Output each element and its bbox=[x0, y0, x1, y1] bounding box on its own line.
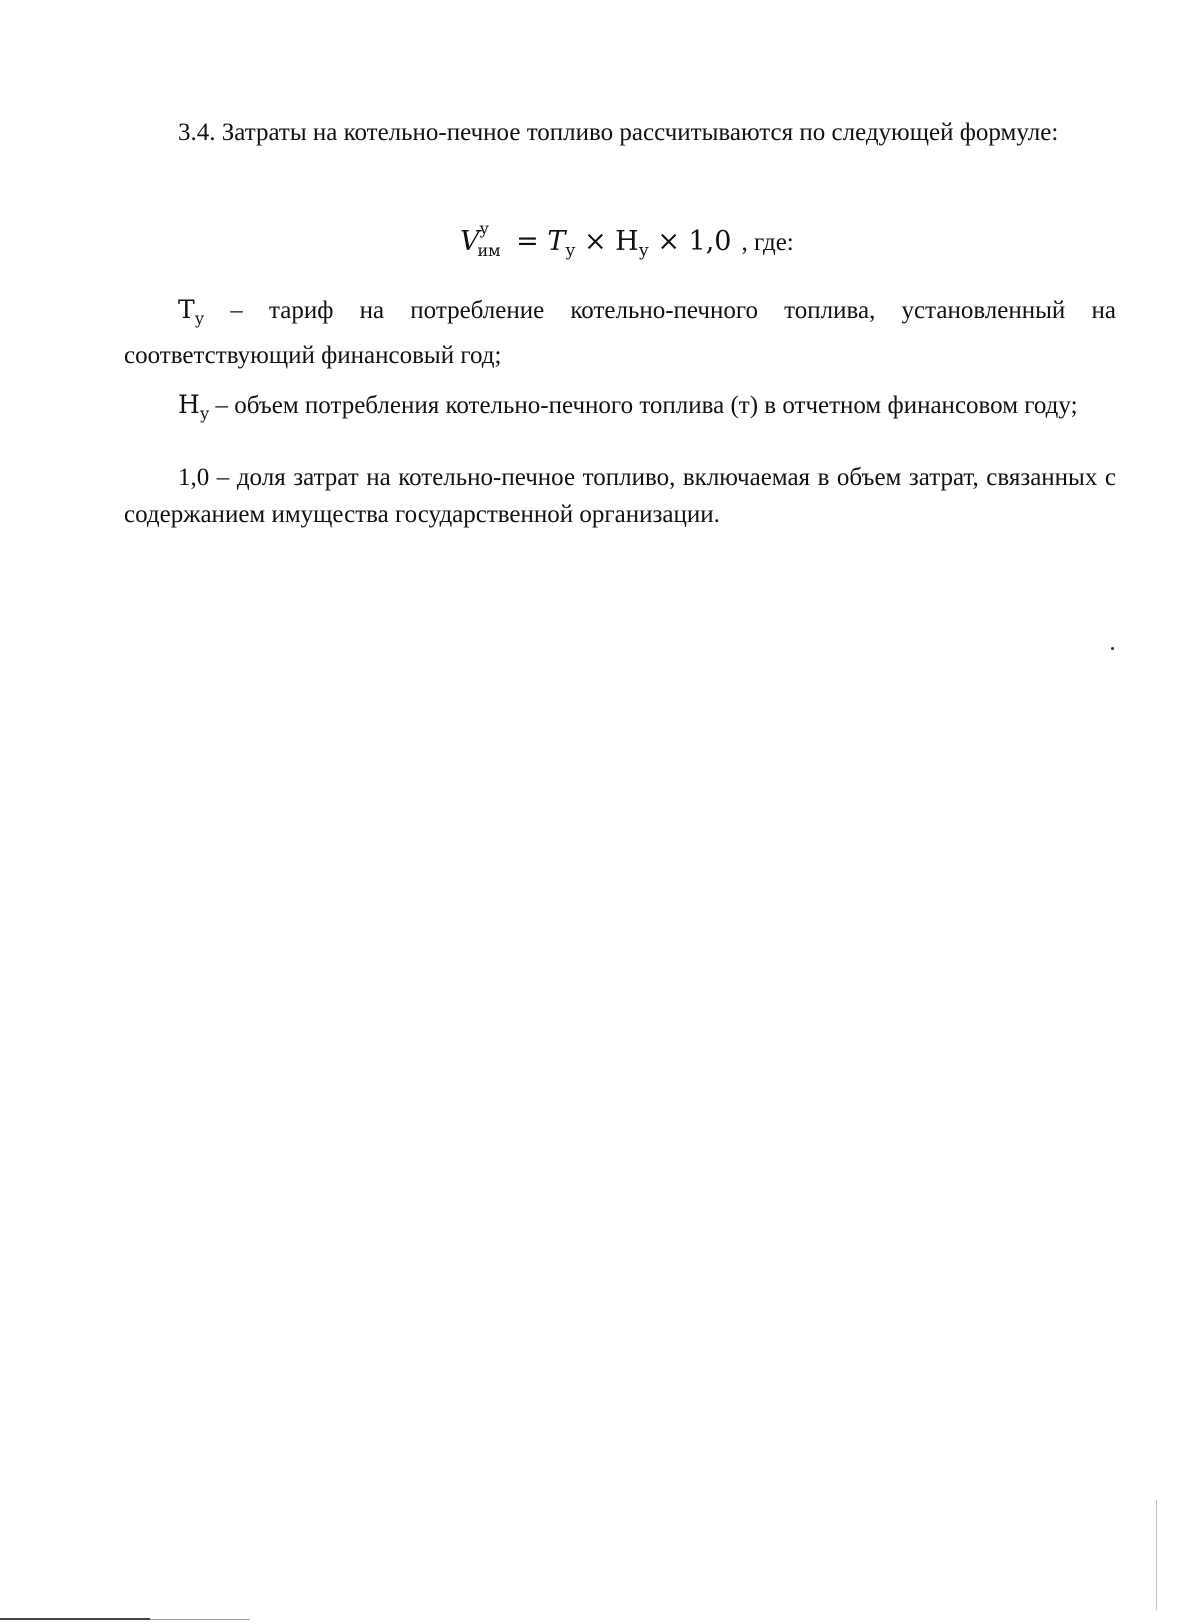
paragraph-3-4 bbox=[124, 114, 1116, 151]
formula-lhs-sub: им bbox=[477, 240, 501, 260]
formula bbox=[460, 218, 794, 271]
formula-suffix: , где: bbox=[741, 229, 794, 256]
definition-share-text: 1,0 – доля затрат на котельно-печное топливо, включаемая в объем затрат, связанных с содержанием имущества государственной организации. bbox=[124, 464, 1116, 528]
formula-t-var: T bbox=[547, 226, 566, 257]
formula-times-1: × bbox=[583, 226, 607, 257]
formula-times-2: × bbox=[657, 226, 680, 257]
definition-tariff bbox=[124, 291, 1116, 374]
definition-tariff-symbol-sub: у bbox=[194, 309, 205, 328]
formula-equals: = bbox=[516, 226, 539, 257]
paragraph-3-4-text: 3.4. Затраты на котельно-печное топливо рассчитываются по следующей формуле: bbox=[178, 119, 1059, 146]
formula-factor: 1,0 bbox=[688, 226, 732, 257]
definition-volume-symbol: Н bbox=[178, 390, 200, 419]
formula-h-var: Н bbox=[615, 226, 639, 257]
formula-h-sub: у bbox=[638, 241, 649, 261]
formula-lhs-indices bbox=[477, 218, 508, 263]
formula-lhs bbox=[460, 218, 508, 263]
formula-lhs-sup: у bbox=[479, 218, 489, 238]
scan-edge-mark bbox=[1156, 1500, 1157, 1610]
scan-bottom-line-faint bbox=[150, 1619, 250, 1620]
scan-speck bbox=[1111, 647, 1114, 650]
definition-tariff-text: – тариф на потребление котельно-печного топлива, установленный на соответствующий финансовый год; bbox=[124, 297, 1116, 369]
definition-volume bbox=[124, 386, 1116, 432]
definition-share bbox=[124, 459, 1116, 533]
scan-bottom-line bbox=[0, 1618, 150, 1620]
formula-lhs-var: V bbox=[460, 226, 480, 257]
definition-volume-symbol-sub: у bbox=[199, 404, 210, 423]
formula-t-sub: у bbox=[565, 241, 576, 261]
definition-volume-text: – объем потребления котельно-печного топлива (т) в отчетном финансовом году; bbox=[209, 392, 1078, 419]
definition-tariff-symbol: Т bbox=[178, 295, 195, 324]
